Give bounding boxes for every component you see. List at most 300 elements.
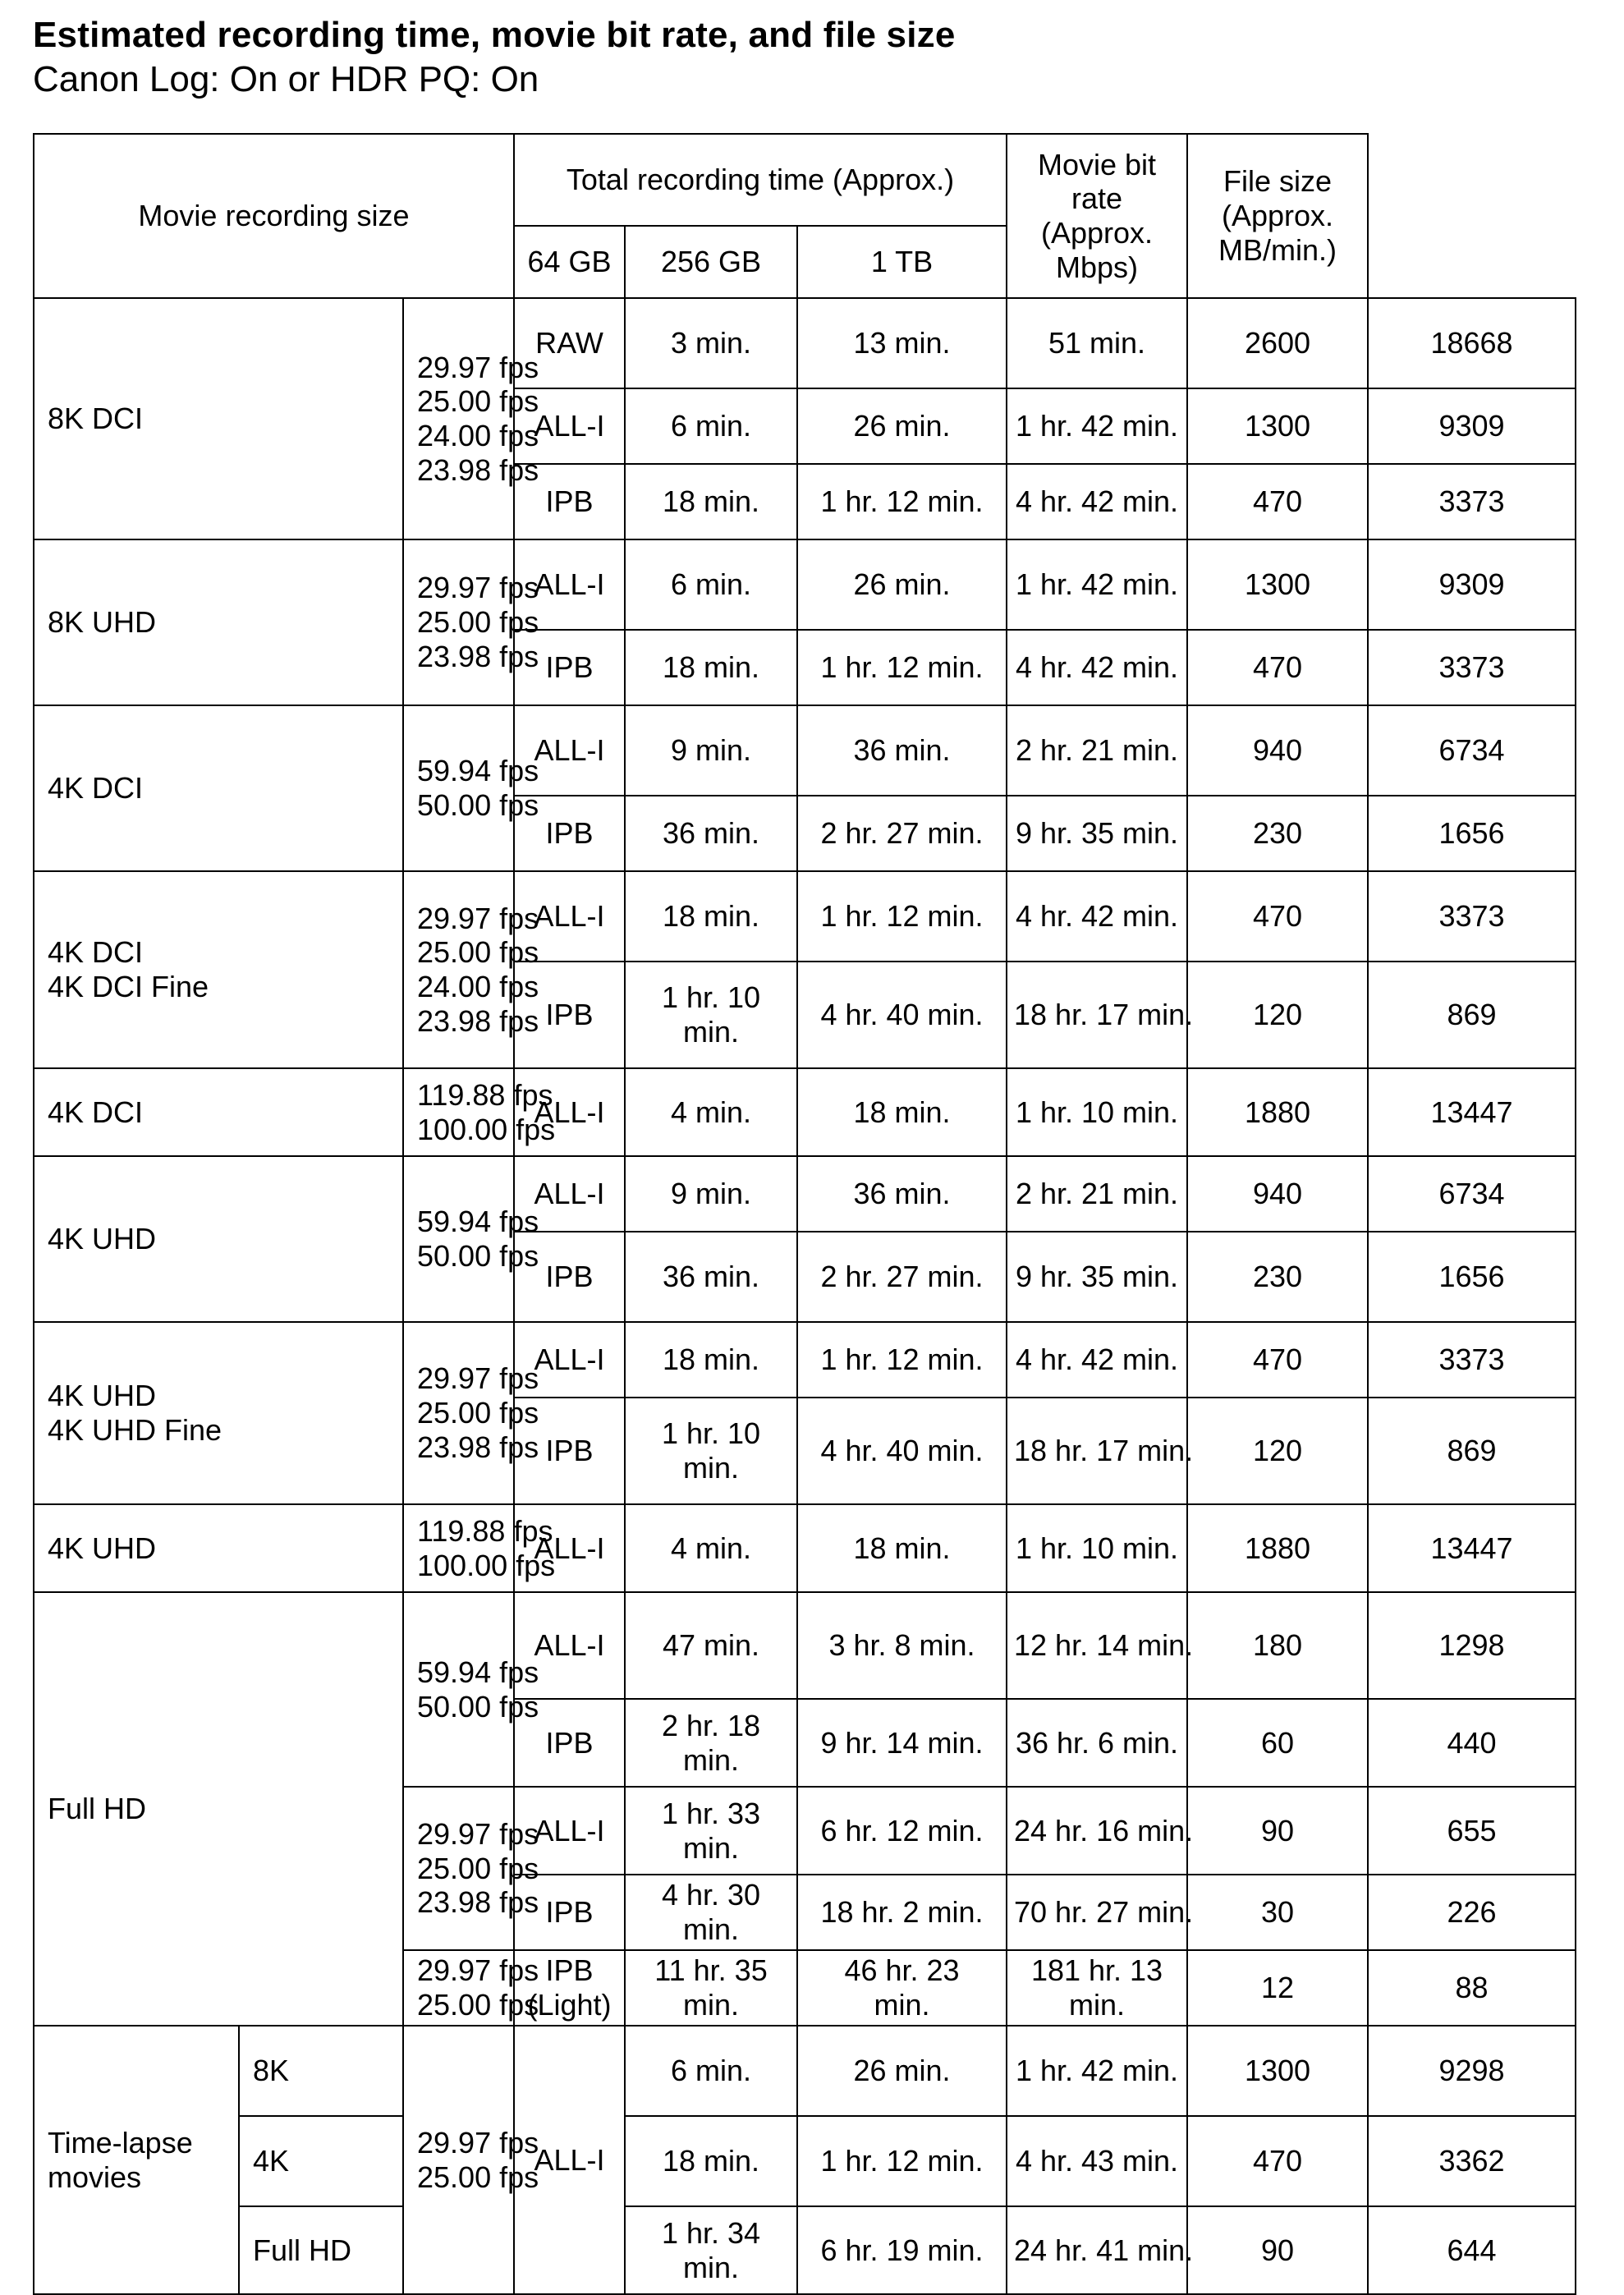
compression-method-line: ALL-I bbox=[534, 733, 605, 768]
recording-size-label-line: movies bbox=[48, 2160, 142, 2194]
time-64gb-line: min. bbox=[682, 1988, 739, 2022]
time-64gb bbox=[625, 1232, 797, 1322]
file-size-value: 6734 bbox=[1368, 1156, 1576, 1232]
compression-method-line: IPB bbox=[545, 484, 594, 519]
time-1tb bbox=[1007, 1322, 1187, 1398]
table-row bbox=[34, 1504, 1576, 1592]
time-64gb bbox=[625, 2026, 797, 2116]
time-64gb-line: min. bbox=[682, 1015, 739, 1049]
frame-rate-list-line: 100.00 fps bbox=[417, 1112, 556, 1146]
time-1tb-line: 1 hr. 42 min. bbox=[1015, 567, 1179, 602]
file-size-value: 3373 bbox=[1368, 871, 1576, 962]
bit-rate-value: 30 bbox=[1187, 1875, 1368, 1950]
compression-method-line: IPB bbox=[545, 1725, 594, 1760]
time-1tb-line: 2 hr. 21 min. bbox=[1015, 733, 1179, 768]
capacity-256gb-header: 256 GB bbox=[625, 226, 797, 298]
movie-recording-size-header: Movie recording size bbox=[34, 134, 514, 298]
frame-rate-list bbox=[403, 539, 539, 705]
recording-size-label bbox=[34, 1592, 403, 2026]
recording-size-label bbox=[34, 871, 403, 1068]
time-64gb bbox=[625, 705, 797, 796]
recording-size-label-line: 4K UHD Fine bbox=[48, 1413, 222, 1447]
time-64gb-line: 1 hr. 33 bbox=[661, 1796, 761, 1830]
bit-rate-value: 1300 bbox=[1187, 539, 1368, 630]
frame-rate-list-line: 29.97 fps bbox=[417, 350, 539, 384]
time-64gb-line: min. bbox=[682, 2250, 739, 2284]
time-1tb bbox=[1007, 1232, 1187, 1322]
table-row bbox=[34, 1322, 1576, 1398]
bit-rate-value: 90 bbox=[1187, 1787, 1368, 1875]
compression-method-line: ALL-I bbox=[534, 1813, 605, 1847]
bit-rate-value: 940 bbox=[1187, 705, 1368, 796]
time-64gb bbox=[625, 1322, 797, 1398]
table-row bbox=[34, 871, 1576, 962]
recording-size-label-line: 4K DCI bbox=[48, 935, 144, 970]
recording-size-label-line: 4K UHD bbox=[48, 1222, 157, 1256]
time-1tb-line: 4 hr. 42 min. bbox=[1015, 650, 1179, 685]
time-256gb bbox=[797, 1699, 1007, 1787]
compression-method-line: ALL-I bbox=[534, 899, 605, 934]
file-size-value: 3373 bbox=[1368, 1322, 1576, 1398]
bit-rate-header bbox=[1007, 134, 1187, 298]
time-256gb bbox=[797, 962, 1007, 1068]
time-64gb-line: 6 min. bbox=[670, 567, 752, 602]
time-1tb-line: min. bbox=[1069, 1988, 1126, 2022]
recording-size-label bbox=[34, 705, 403, 871]
time-64gb-line: 1 hr. 34 bbox=[661, 2215, 761, 2250]
file-size-value: 3373 bbox=[1368, 464, 1576, 539]
time-1tb bbox=[1007, 1875, 1194, 1950]
bit-rate-value: 470 bbox=[1187, 464, 1368, 539]
capacity-1tb-header: 1 TB bbox=[797, 226, 1007, 298]
recording-size-label-line: 4K DCI Fine bbox=[48, 970, 209, 1003]
recording-size-label bbox=[34, 1156, 403, 1322]
bit-rate-value: 1300 bbox=[1187, 2026, 1368, 2116]
frame-rate-list bbox=[403, 1322, 539, 1504]
frame-rate-list bbox=[403, 1504, 556, 1592]
time-1tb bbox=[1007, 1592, 1194, 1699]
time-1tb bbox=[1007, 539, 1187, 630]
time-1tb-line: 1 hr. 10 min. bbox=[1015, 1095, 1179, 1129]
frame-rate-list-line: 29.97 fps bbox=[417, 901, 539, 935]
time-1tb-line: 18 hr. 17 min. bbox=[1014, 1434, 1194, 1468]
time-256gb-line: 13 min. bbox=[853, 326, 951, 360]
time-64gb-line: min. bbox=[682, 1451, 739, 1485]
compression-method-line: IPB bbox=[545, 1434, 594, 1468]
frame-rate-list-line: 29.97 fps bbox=[417, 571, 539, 605]
time-64gb-line: 1 hr. 10 bbox=[661, 980, 761, 1015]
time-256gb bbox=[797, 388, 1007, 464]
time-1tb-line: 4 hr. 42 min. bbox=[1015, 484, 1179, 519]
time-1tb bbox=[1007, 630, 1187, 705]
time-1tb bbox=[1007, 705, 1187, 796]
recording-size-label-line: 8K DCI bbox=[48, 402, 144, 436]
frame-rate-list-line: 25.00 fps bbox=[417, 1396, 539, 1430]
compression-method-line: IPB bbox=[545, 1895, 594, 1930]
compression-method-line: IPB bbox=[545, 1953, 594, 1988]
compression-method-line: ALL-I bbox=[534, 1343, 605, 1377]
bit-rate-value: 1300 bbox=[1187, 388, 1368, 464]
time-64gb bbox=[625, 871, 797, 962]
time-1tb-line: 181 hr. 13 bbox=[1030, 1953, 1163, 1988]
time-1tb bbox=[1007, 2206, 1194, 2294]
frame-rate-list-line: 119.88 fps bbox=[417, 1077, 553, 1112]
frame-rate-list-line: 25.00 fps bbox=[417, 935, 539, 970]
recording-size-label bbox=[34, 1322, 403, 1504]
frame-rate-list-line: 29.97 fps bbox=[417, 2125, 539, 2160]
compression-method-line: ALL-I bbox=[534, 1531, 605, 1565]
time-256gb bbox=[797, 705, 1007, 796]
time-1tb bbox=[1007, 1950, 1187, 2026]
bit-rate-value: 90 bbox=[1187, 2206, 1368, 2294]
time-256gb bbox=[797, 1875, 1007, 1950]
time-1tb-line: 4 hr. 42 min. bbox=[1015, 899, 1179, 934]
time-64gb bbox=[625, 1592, 797, 1699]
table-row bbox=[34, 2116, 1576, 2206]
time-1tb-line: 4 hr. 43 min. bbox=[1015, 2144, 1179, 2178]
frame-rate-list-line: 24.00 fps bbox=[417, 970, 539, 1003]
time-1tb bbox=[1007, 1787, 1194, 1875]
time-64gb bbox=[625, 630, 797, 705]
recording-size-label-line: 4K DCI bbox=[48, 771, 144, 806]
file-size-value: 440 bbox=[1368, 1699, 1576, 1787]
frame-rate-list-line: 25.00 fps bbox=[417, 384, 539, 419]
file-size-header-line: MB/min.) bbox=[1218, 232, 1337, 267]
time-256gb-line: 18 min. bbox=[853, 1531, 951, 1565]
time-64gb-line: min. bbox=[682, 1742, 739, 1777]
recording-size-label-line: 4K DCI bbox=[48, 1095, 144, 1129]
time-64gb bbox=[625, 1699, 797, 1787]
bit-rate-value: 230 bbox=[1187, 1232, 1368, 1322]
file-size-value: 644 bbox=[1368, 2206, 1576, 2294]
bit-rate-value: 1880 bbox=[1187, 1504, 1368, 1592]
frame-rate-list-line: 29.97 fps bbox=[417, 1953, 539, 1988]
time-1tb-line: 24 hr. 16 min. bbox=[1014, 1813, 1194, 1847]
time-64gb bbox=[625, 1875, 797, 1950]
time-256gb-line: 1 hr. 12 min. bbox=[820, 650, 984, 685]
compression-method-line: IPB bbox=[545, 650, 594, 685]
time-256gb bbox=[797, 298, 1007, 388]
time-64gb-line: 1 hr. 10 bbox=[661, 1416, 761, 1451]
time-256gb-line: 1 hr. 12 min. bbox=[820, 1343, 984, 1377]
compression-method-line: ALL-I bbox=[534, 1095, 605, 1129]
file-size-value: 226 bbox=[1368, 1875, 1576, 1950]
time-256gb bbox=[797, 1787, 1007, 1875]
recording-size-label bbox=[34, 1504, 403, 1592]
time-64gb bbox=[625, 796, 797, 871]
frame-rate-list-line: 59.94 fps bbox=[417, 754, 539, 788]
bit-rate-header-line: Mbps) bbox=[1056, 250, 1139, 284]
frame-rate-list-line: 23.98 fps bbox=[417, 1003, 539, 1038]
total-recording-time-header: Total recording time (Approx.) bbox=[514, 134, 1007, 226]
bit-rate-header-line: Movie bit bbox=[1037, 147, 1157, 181]
compression-method-line: (Light) bbox=[527, 1988, 612, 2022]
time-256gb bbox=[797, 2206, 1007, 2294]
file-size-value: 869 bbox=[1368, 1398, 1576, 1504]
time-64gb-line: 18 min. bbox=[662, 650, 760, 685]
time-256gb-line: 4 hr. 40 min. bbox=[820, 998, 984, 1032]
frame-rate-list-line: 24.00 fps bbox=[417, 419, 539, 452]
bit-rate-value: 12 bbox=[1187, 1950, 1368, 2026]
time-lapse-resolution: Full HD bbox=[239, 2206, 403, 2294]
recording-size-label bbox=[34, 539, 403, 705]
time-256gb-line: 3 hr. 8 min. bbox=[828, 1628, 975, 1663]
compression-method-line: ALL-I bbox=[534, 2142, 605, 2177]
frame-rate-list-line: 50.00 fps bbox=[417, 788, 539, 822]
time-256gb bbox=[797, 464, 1007, 539]
time-1tb bbox=[1007, 796, 1187, 871]
file-size-value: 655 bbox=[1368, 1787, 1576, 1875]
time-1tb bbox=[1007, 2026, 1187, 2116]
frame-rate-list-line: 59.94 fps bbox=[417, 1655, 539, 1689]
table-row bbox=[34, 134, 1576, 226]
file-size-value: 13447 bbox=[1368, 1504, 1576, 1592]
time-64gb bbox=[625, 962, 797, 1068]
time-64gb bbox=[625, 388, 797, 464]
time-1tb bbox=[1007, 1068, 1187, 1156]
frame-rate-list-line: 50.00 fps bbox=[417, 1239, 539, 1273]
page-subtitle: Canon Log: On or HDR PQ: On bbox=[33, 59, 539, 99]
bit-rate-header-line: rate bbox=[1071, 181, 1123, 216]
time-1tb bbox=[1007, 871, 1187, 962]
time-64gb-line: 18 min. bbox=[662, 484, 760, 519]
time-64gb bbox=[625, 1068, 797, 1156]
file-size-header bbox=[1187, 134, 1368, 298]
compression-method-line: IPB bbox=[545, 1260, 594, 1294]
capacity-64gb-header: 64 GB bbox=[514, 226, 625, 298]
time-256gb bbox=[797, 1504, 1007, 1592]
recording-size-label-line: 8K UHD bbox=[48, 605, 157, 640]
file-size-value: 3373 bbox=[1368, 630, 1576, 705]
frame-rate-list bbox=[403, 298, 539, 539]
file-size-value: 3362 bbox=[1368, 2116, 1576, 2206]
frame-rate-list bbox=[403, 871, 539, 1068]
time-1tb bbox=[1007, 388, 1187, 464]
frame-rate-list-line: 23.98 fps bbox=[417, 639, 539, 673]
recording-size-label-line: 4K UHD bbox=[48, 1379, 157, 1413]
time-1tb-line: 51 min. bbox=[1048, 326, 1146, 360]
time-1tb-line: 4 hr. 42 min. bbox=[1015, 1343, 1179, 1377]
bit-rate-value: 470 bbox=[1187, 1322, 1368, 1398]
time-256gb-line: 26 min. bbox=[853, 567, 951, 602]
frame-rate-list-line: 25.00 fps bbox=[417, 2160, 539, 2194]
time-256gb-line: 18 hr. 2 min. bbox=[820, 1895, 984, 1930]
table-row bbox=[34, 2026, 1576, 2116]
time-256gb bbox=[797, 1156, 1007, 1232]
bit-rate-value: 2600 bbox=[1187, 298, 1368, 388]
file-size-value: 869 bbox=[1368, 962, 1576, 1068]
time-64gb bbox=[625, 464, 797, 539]
time-1tb-line: 9 hr. 35 min. bbox=[1015, 816, 1179, 851]
time-256gb-line: 2 hr. 27 min. bbox=[820, 816, 984, 851]
time-64gb-line: min. bbox=[682, 1912, 739, 1946]
time-256gb-line: 1 hr. 12 min. bbox=[820, 899, 984, 934]
time-64gb bbox=[625, 1504, 797, 1592]
time-1tb bbox=[1007, 1398, 1194, 1504]
time-1tb bbox=[1007, 962, 1194, 1068]
file-size-value: 1656 bbox=[1368, 1232, 1576, 1322]
time-1tb-line: 1 hr. 10 min. bbox=[1015, 1531, 1179, 1565]
bit-rate-value: 180 bbox=[1187, 1592, 1368, 1699]
time-64gb-line: 6 min. bbox=[670, 2054, 752, 2088]
time-1tb-line: 24 hr. 41 min. bbox=[1014, 2233, 1194, 2267]
time-lapse-resolution: 8K bbox=[239, 2026, 403, 2116]
frame-rate-list-line: 23.98 fps bbox=[417, 452, 539, 487]
bit-rate-value: 230 bbox=[1187, 796, 1368, 871]
bit-rate-value: 1880 bbox=[1187, 1068, 1368, 1156]
time-lapse-resolution: 4K bbox=[239, 2116, 403, 2206]
time-64gb bbox=[625, 1787, 797, 1875]
frame-rate-list-line: 29.97 fps bbox=[417, 1816, 539, 1851]
table-row bbox=[34, 705, 1576, 796]
compression-method-line: ALL-I bbox=[534, 567, 605, 602]
time-256gb bbox=[797, 2116, 1007, 2206]
time-64gb-line: 3 min. bbox=[670, 326, 752, 360]
time-1tb bbox=[1007, 2116, 1187, 2206]
frame-rate-list bbox=[403, 1950, 539, 2026]
time-1tb-line: 9 hr. 35 min. bbox=[1015, 1260, 1179, 1294]
file-size-value: 9309 bbox=[1368, 388, 1576, 464]
frame-rate-list-line: 100.00 fps bbox=[417, 1548, 556, 1582]
file-size-value: 9309 bbox=[1368, 539, 1576, 630]
bit-rate-value: 470 bbox=[1187, 871, 1368, 962]
time-64gb-line: 47 min. bbox=[662, 1628, 760, 1663]
time-256gb bbox=[797, 1068, 1007, 1156]
frame-rate-list-line: 23.98 fps bbox=[417, 1885, 539, 1920]
table-row bbox=[34, 1156, 1576, 1232]
time-64gb bbox=[625, 1950, 797, 2026]
time-64gb bbox=[625, 1398, 797, 1504]
recording-size-label-line: Time-lapse bbox=[48, 2125, 193, 2160]
file-size-value: 6734 bbox=[1368, 705, 1576, 796]
frame-rate-list-line: 119.88 fps bbox=[417, 1513, 553, 1548]
table-row bbox=[34, 539, 1576, 630]
frame-rate-list bbox=[403, 1068, 556, 1156]
time-1tb-line: 18 hr. 17 min. bbox=[1014, 998, 1194, 1032]
frame-rate-list-line: 59.94 fps bbox=[417, 1205, 539, 1239]
time-256gb bbox=[797, 539, 1007, 630]
time-64gb-line: 4 min. bbox=[670, 1095, 752, 1129]
time-256gb bbox=[797, 1232, 1007, 1322]
time-256gb-line: 18 min. bbox=[853, 1095, 951, 1129]
time-256gb-line: 36 min. bbox=[853, 733, 951, 768]
time-64gb-line: 4 hr. 30 bbox=[661, 1878, 761, 1912]
frame-rate-list bbox=[403, 1592, 539, 1787]
bit-rate-value: 470 bbox=[1187, 630, 1368, 705]
time-64gb-line: 36 min. bbox=[662, 816, 760, 851]
recording-time-table bbox=[33, 133, 1576, 2295]
table-row bbox=[34, 298, 1576, 388]
time-256gb-line: 4 hr. 40 min. bbox=[820, 1434, 984, 1468]
time-64gb-line: 2 hr. 18 bbox=[661, 1708, 761, 1742]
file-size-value: 18668 bbox=[1368, 298, 1576, 388]
frame-rate-list bbox=[403, 705, 539, 871]
time-1tb bbox=[1007, 1156, 1187, 1232]
time-64gb-line: 18 min. bbox=[662, 2144, 760, 2178]
file-size-value: 1656 bbox=[1368, 796, 1576, 871]
time-64gb-line: 36 min. bbox=[662, 1260, 760, 1294]
file-size-header-line: (Approx. bbox=[1221, 199, 1334, 233]
file-size-value: 1298 bbox=[1368, 1592, 1576, 1699]
time-64gb-line: 4 min. bbox=[670, 1531, 752, 1565]
file-size-header-line: File size bbox=[1223, 164, 1333, 199]
time-64gb-line: 9 min. bbox=[670, 733, 752, 768]
time-256gb-line: 26 min. bbox=[853, 2054, 951, 2088]
time-256gb bbox=[797, 1592, 1007, 1699]
frame-rate-list bbox=[403, 1156, 539, 1322]
bit-rate-value: 940 bbox=[1187, 1156, 1368, 1232]
time-256gb bbox=[797, 871, 1007, 962]
time-64gb bbox=[625, 2206, 797, 2294]
compression-method-line: RAW bbox=[535, 326, 603, 360]
bit-rate-value: 470 bbox=[1187, 2116, 1368, 2206]
time-256gb-line: 6 hr. 12 min. bbox=[820, 1813, 984, 1847]
time-64gb-line: 9 min. bbox=[670, 1177, 752, 1211]
time-64gb bbox=[625, 2116, 797, 2206]
compression-method-line: IPB bbox=[545, 816, 594, 851]
time-256gb bbox=[797, 1322, 1007, 1398]
time-256gb-line: 1 hr. 12 min. bbox=[820, 2144, 984, 2178]
time-256gb bbox=[797, 1398, 1007, 1504]
time-256gb-line: 36 min. bbox=[853, 1177, 951, 1211]
table-row bbox=[34, 1592, 1576, 1699]
frame-rate-list bbox=[403, 2026, 539, 2294]
time-1tb-line: 70 hr. 27 min. bbox=[1014, 1895, 1194, 1930]
recording-size-label bbox=[34, 1068, 403, 1156]
time-1tb-line: 1 hr. 42 min. bbox=[1015, 2054, 1179, 2088]
time-256gb-line: 46 hr. 23 bbox=[844, 1953, 960, 1988]
time-256gb bbox=[797, 2026, 1007, 2116]
compression-method-line: IPB bbox=[545, 998, 594, 1032]
file-size-value: 88 bbox=[1368, 1950, 1576, 2026]
frame-rate-list-line: 29.97 fps bbox=[417, 1361, 539, 1396]
frame-rate-list bbox=[403, 1787, 539, 1950]
time-1tb-line: 12 hr. 14 min. bbox=[1014, 1628, 1194, 1663]
compression-method-line: ALL-I bbox=[534, 409, 605, 443]
time-64gb-line: 11 hr. 35 bbox=[654, 1953, 768, 1988]
time-64gb-line: 6 min. bbox=[670, 409, 752, 443]
compression-method-line: ALL-I bbox=[534, 1628, 605, 1663]
frame-rate-list-line: 50.00 fps bbox=[417, 1689, 539, 1724]
time-64gb bbox=[625, 1156, 797, 1232]
bit-rate-value: 120 bbox=[1187, 1398, 1368, 1504]
time-1tb bbox=[1007, 464, 1187, 539]
time-1tb-line: 36 hr. 6 min. bbox=[1015, 1725, 1179, 1760]
table-row bbox=[34, 1068, 1576, 1156]
time-1tb-line: 2 hr. 21 min. bbox=[1015, 1177, 1179, 1211]
bit-rate-header-line: (Approx. bbox=[1040, 216, 1154, 250]
time-1tb bbox=[1007, 1504, 1187, 1592]
bit-rate-value: 60 bbox=[1187, 1699, 1368, 1787]
time-256gb-line: 6 hr. 19 min. bbox=[820, 2233, 984, 2267]
frame-rate-list-line: 25.00 fps bbox=[417, 1851, 539, 1885]
frame-rate-list-line: 25.00 fps bbox=[417, 1988, 539, 2022]
time-256gb-line: 2 hr. 27 min. bbox=[820, 1260, 984, 1294]
time-256gb-line: 9 hr. 14 min. bbox=[820, 1725, 984, 1760]
time-1tb bbox=[1007, 1699, 1187, 1787]
recording-size-label bbox=[34, 2026, 239, 2294]
time-256gb bbox=[797, 796, 1007, 871]
time-64gb bbox=[625, 298, 797, 388]
time-256gb bbox=[797, 1950, 1007, 2026]
time-64gb-line: min. bbox=[682, 1830, 739, 1865]
page-title: Estimated recording time, movie bit rate, and file size bbox=[33, 15, 956, 55]
bit-rate-value: 120 bbox=[1187, 962, 1368, 1068]
time-256gb-line: 1 hr. 12 min. bbox=[820, 484, 984, 519]
recording-size-label bbox=[34, 298, 403, 539]
time-256gb-line: min. bbox=[874, 1988, 930, 2022]
time-64gb-line: 18 min. bbox=[662, 1343, 760, 1377]
